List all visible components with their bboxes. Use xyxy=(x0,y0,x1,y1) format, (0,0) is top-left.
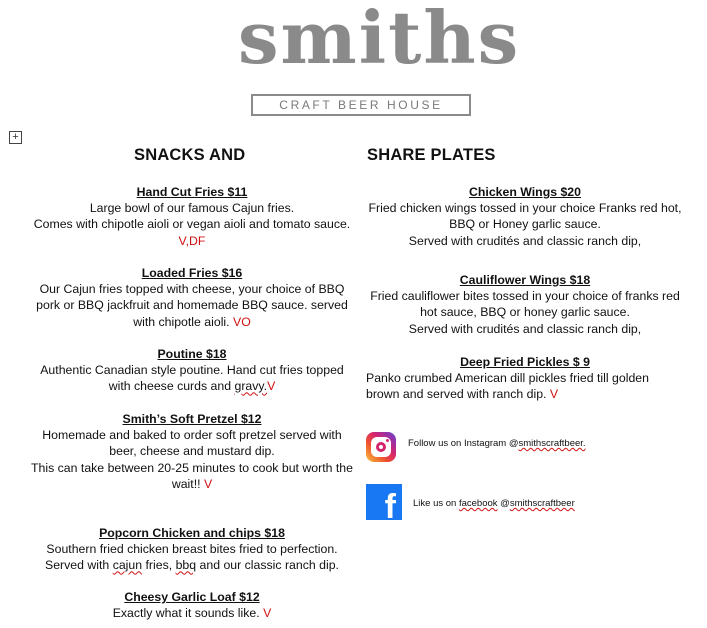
facebook-handle[interactable]: smithscraftbeer xyxy=(509,498,575,509)
logo-wordmark: smiths xyxy=(238,0,521,80)
item-title: Poutine $18 xyxy=(157,347,227,361)
heading-snacks: SNACKS AND xyxy=(134,146,246,164)
item-title: Deep Fried Pickles $ 9 xyxy=(460,355,590,369)
item-desc-line: Exactly what it sounds like. xyxy=(112,606,264,621)
dietary-tag: V xyxy=(549,387,559,402)
item-desc-line: Fried cauliflower bites tossed in your choice of franks red xyxy=(370,289,680,304)
right-menu-column xyxy=(366,0,684,420)
instagram-icon[interactable] xyxy=(366,432,396,462)
item-desc-text: and our classic ranch dip. xyxy=(196,558,339,573)
spellcheck-word: bbq xyxy=(175,558,197,573)
item-desc-line: Fried chicken wings tossed in your choice Franks red hot, xyxy=(368,201,682,216)
item-title: Smith’s Soft Pretzel $12 xyxy=(122,412,262,426)
item-desc-line: beer, cheese and mustard dip. xyxy=(109,444,275,459)
facebook-icon[interactable]: f xyxy=(366,484,402,520)
item-desc-line: with chipotle aioli. xyxy=(133,314,230,329)
menu-item-cauliflower-wings xyxy=(366,272,684,337)
menu-item-cheesy-garlic-loaf xyxy=(28,589,356,621)
dietary-tag: VO xyxy=(233,314,251,329)
menu-item-loaded-fries xyxy=(28,265,356,330)
item-desc-text: Served with xyxy=(45,558,113,573)
facebook-text xyxy=(413,498,575,509)
item-title: Loaded Fries $16 xyxy=(141,266,243,280)
spellcheck-word: gravy. xyxy=(234,379,268,394)
item-title: Popcorn Chicken and chips $18 xyxy=(99,526,285,540)
item-desc-line: pork or BBQ jackfruit and homemade BBQ sauce. served xyxy=(36,298,348,313)
left-menu-column xyxy=(28,0,356,628)
item-title: Hand Cut Fries $11 xyxy=(136,185,248,199)
item-desc-line: Large bowl of our famous Cajun fries. xyxy=(89,201,295,216)
logo-tagline: CRAFT BEER HOUSE xyxy=(251,94,471,116)
item-desc-line: Served with crudités and classic ranch dip, xyxy=(408,321,642,336)
item-desc-text: fries, xyxy=(142,558,176,573)
item-title: Chicken Wings $20 xyxy=(469,185,581,199)
item-title: Cauliflower Wings $18 xyxy=(459,273,591,287)
dietary-tag: V xyxy=(203,476,213,491)
item-desc-line: Panko crumbed American dill pickles fried till golden xyxy=(366,371,649,386)
dietary-tag: V xyxy=(267,379,276,394)
item-desc-line: BBQ or Honey garlic sauce. xyxy=(449,217,601,232)
menu-item-poutine xyxy=(28,346,356,395)
item-desc-line: brown and served with ranch dip. xyxy=(366,387,550,402)
item-desc-line: Authentic Canadian style poutine. Hand cut fries topped xyxy=(40,363,344,378)
facebook-at: @ xyxy=(497,498,510,509)
item-desc-line: Homemade and baked to order soft pretzel served with xyxy=(42,428,342,443)
facebook-label: Like us on xyxy=(413,498,459,509)
item-title: Cheesy Garlic Loaf $12 xyxy=(124,590,260,604)
item-desc-line: Served with crudités and classic ranch dip, xyxy=(408,233,642,248)
instagram-handle[interactable]: smithscraftbeer. xyxy=(518,438,586,449)
item-desc-line: with cheese curds and xyxy=(108,379,235,394)
item-desc-line: Our Cajun fries topped with cheese, your choice of BBQ xyxy=(39,282,345,297)
facebook-word: facebook xyxy=(458,498,498,509)
item-desc-line: This can take between 20-25 minutes to cook but worth the xyxy=(31,460,353,475)
menu-item-soft-pretzel xyxy=(28,411,356,492)
instagram-text xyxy=(408,438,586,449)
item-desc-line: Comes with chipotle aioli or vegan aioli and tomato sauce. xyxy=(33,217,351,232)
instagram-label: Follow us on Instagram @ xyxy=(408,438,519,449)
menu-item-deep-fried-pickles xyxy=(366,354,684,403)
move-anchor-icon[interactable]: + xyxy=(9,131,22,144)
menu-item-popcorn-chicken xyxy=(28,525,356,574)
menu-item-hand-cut-fries xyxy=(28,184,356,249)
item-desc-line: Southern fried chicken breast bites fried to perfection. xyxy=(46,542,338,557)
heading-share-plates: SHARE PLATES xyxy=(367,146,496,164)
item-desc-line: hot sauce, BBQ or honey garlic sauce. xyxy=(420,305,630,320)
menu-item-chicken-wings xyxy=(366,184,684,249)
dietary-tag: V xyxy=(263,606,272,621)
dietary-tag: V,DF xyxy=(178,233,206,248)
item-desc-line: wait!! xyxy=(171,476,204,491)
spellcheck-word: cajun xyxy=(112,558,143,573)
